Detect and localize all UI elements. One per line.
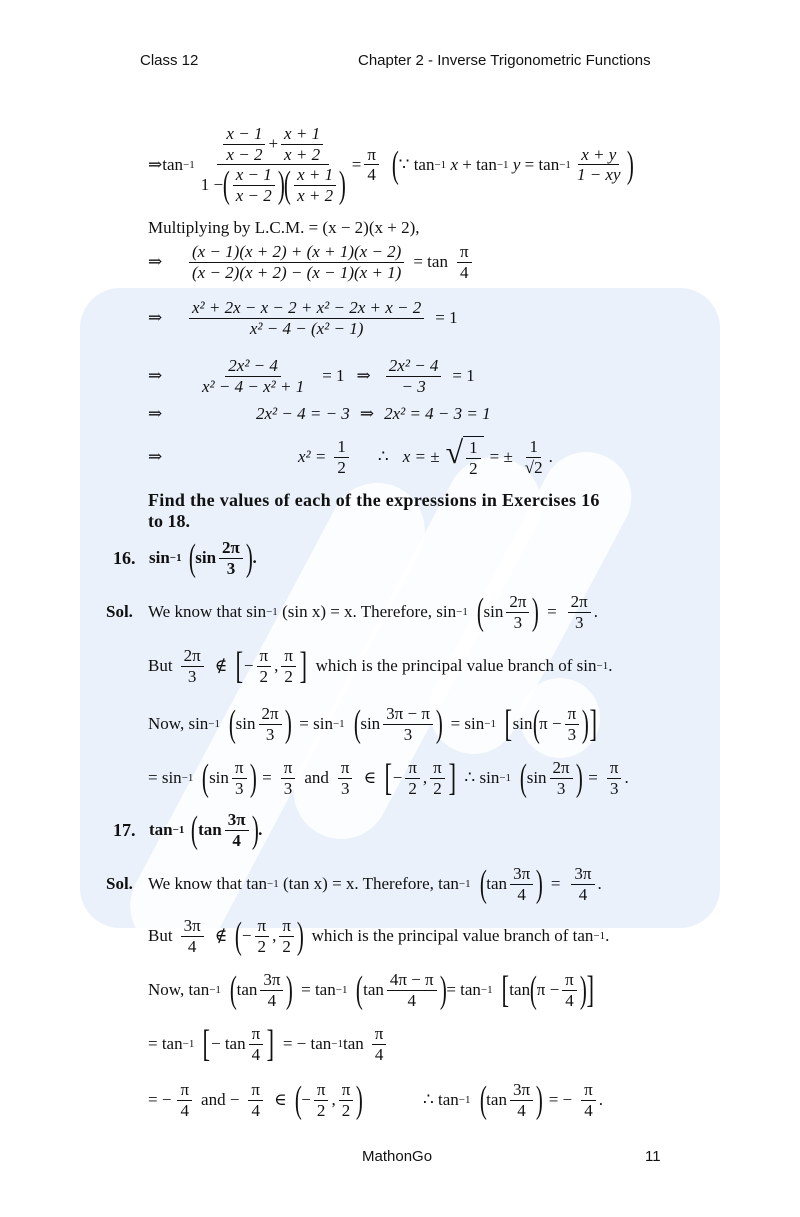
principal-branch-text: which is the principal value branch of tan — [311, 926, 594, 946]
equals-tan: = tan — [301, 980, 336, 1000]
q17-now-line: Now, tan −1 ( tan $\frac{3\pi}{4}$ ) = tan −1 ( tan $\frac{4\pi - \pi}{4}$ ) = tan −1 [ tan ( π − $\frac{\pi}{4}$ ) ] — [148, 969, 595, 1012]
header-class: Class 12 — [140, 52, 199, 69]
numerator: π — [562, 970, 577, 991]
equals-minus-tan: = − tan — [282, 1034, 332, 1054]
superscript: −1 — [458, 878, 471, 891]
denominator: 3 — [234, 778, 244, 798]
numerator: 3π — [260, 970, 283, 991]
square-root: √ $\frac{1}{2}$ — [446, 436, 484, 478]
question-number: 17. — [113, 819, 136, 840]
numerator: x + y — [578, 145, 619, 166]
var-x: x — [450, 154, 458, 174]
denominator: 4 — [232, 830, 241, 850]
denominator: 3 — [609, 778, 619, 798]
numerator: π — [248, 1080, 263, 1101]
question-number: 16. — [113, 547, 136, 568]
q17-but-line: But $\frac{3\pi}{4}$ ∉ ( − $\frac{\pi}{2}$ , $\frac{\pi}{2}$ ) which is the principal value branch of tan −1 . — [148, 915, 610, 958]
numerator: 2x² − 4 — [225, 356, 281, 377]
superscript: −1 — [266, 606, 278, 619]
period: . — [258, 820, 263, 840]
denominator: 4 — [517, 884, 526, 904]
q17-line3: = − $\frac{\pi}{4}$ and − $\frac{\pi}{4}$ ∈ ( − $\frac{\pi}{2}$ , $\frac{\pi}{2}$ ) ∴ tan −1 ( tan $\frac{3\pi}{4}$ ) = − $\frac{\pi}{4}$ . — [148, 1079, 603, 1122]
question-16: 16. sin −1 ( sin $\frac{2\pi}{3}$ ) . — [113, 537, 257, 580]
equals: = — [550, 874, 561, 894]
denominator: 4 — [367, 165, 376, 185]
therefore-sin: ∴ sin — [464, 768, 500, 788]
superscript: −1 — [434, 158, 447, 171]
equals-pm: = ± — [489, 447, 513, 467]
equals-sin: = sin — [148, 768, 182, 788]
equals-one: = 1 — [322, 366, 345, 386]
numerator: π — [232, 758, 247, 779]
tan: tan — [343, 1034, 364, 1054]
equation-step4 — [148, 356, 475, 396]
numerator: 1 — [466, 438, 481, 459]
x-equals-pm: x = ± — [402, 447, 440, 467]
implies-arrow: ⇒ — [148, 404, 163, 423]
superscript: −1 — [480, 984, 493, 997]
numerator: 3π — [181, 916, 204, 937]
superscript: −1 — [335, 984, 348, 997]
numerator: 2π — [568, 592, 591, 613]
page-number: 11 — [645, 1148, 661, 1165]
numerator: π — [281, 758, 296, 779]
numerator: π — [565, 704, 580, 725]
equals-tan: = tan — [446, 980, 481, 1000]
superscript: −1 — [596, 660, 609, 673]
not-in-symbol: ∉ — [214, 656, 228, 676]
q16-but-line: But $\frac{2\pi}{3}$ ∉ [ − $\frac{\pi}{2}$ , $\frac{\pi}{2}$ ] which is the principal value branch of sin −1 . — [148, 645, 613, 688]
tan: tan — [413, 154, 435, 174]
implies-arrow: ⇒ — [148, 252, 163, 272]
numerator: π — [338, 758, 353, 779]
but-text: But — [148, 926, 173, 946]
plus: + — [268, 134, 279, 154]
numerator: x − 1 — [223, 124, 265, 145]
period: . — [252, 548, 257, 568]
denominator: 2 — [259, 666, 269, 686]
superscript: −1 — [484, 718, 496, 731]
numerator: 2π — [550, 758, 573, 779]
equals-minus: = − — [548, 1090, 573, 1110]
implies-arrow: ⇒ — [148, 366, 163, 386]
pi-minus: π − — [536, 980, 560, 1000]
sin: sin — [149, 548, 170, 568]
superscript: −1 — [181, 772, 194, 785]
now-text: Now, sin — [148, 714, 209, 734]
numerator: 2π — [181, 646, 204, 667]
numerator: 1 — [334, 437, 349, 458]
superscript: −1 — [499, 772, 512, 785]
numerator: x + 1 — [281, 124, 323, 145]
implies-tan: ⇒tan — [148, 154, 184, 174]
header-chapter: Chapter 2 - Inverse Trigonometric Functions — [358, 52, 651, 69]
numerator: 3π — [571, 864, 594, 885]
numerator: π — [249, 1024, 264, 1045]
not-in-symbol: ∉ — [214, 926, 228, 946]
question-17: 17. tan −1 ( tan $\frac{3\pi}{4}$ ) . — [113, 809, 263, 852]
numerator: 3π — [510, 864, 533, 885]
principal-branch-text: which is the principal value branch of sin — [315, 656, 597, 676]
footer-brand: MathonGo — [362, 1148, 433, 1165]
equation-step1: ⇒tan −1 $\frac{x - 1}{x - 2}$ + $\frac{x + 1}{x + 2}$ 1 − ( $\frac{x - 1}{x - 2}$ ) ( $\frac{x + 1}{x + 2}$ ) = $\frac{\pi}{4}$ ( ∵ tan −1 x + tan −1 y = tan −1 $\frac{x + y}{1 - xy}$ ) — [148, 124, 634, 207]
denominator: x + 2 — [284, 144, 321, 164]
denominator: 3 — [513, 612, 523, 632]
denominator: 3 — [403, 724, 413, 744]
numerator: 2π — [506, 592, 529, 613]
denominator: 3 — [574, 612, 584, 632]
numerator: π — [364, 145, 379, 166]
denominator: 3 — [187, 666, 197, 686]
therefore-tan: ∴ tan — [422, 1090, 459, 1110]
one-minus: 1 − — [200, 175, 224, 195]
denominator: (x − 2)(x + 2) − (x − 1)(x + 1) — [192, 262, 402, 282]
denominator: 4 — [578, 884, 588, 904]
superscript: −1 — [332, 718, 345, 731]
denominator: x² − 4 − x² + 1 — [202, 376, 305, 396]
denominator: x + 2 — [297, 185, 334, 205]
implies-arrow: ⇒ — [148, 308, 163, 328]
therefore-symbol: ∴ — [377, 447, 389, 467]
implies-arrow: ⇒ — [356, 366, 371, 386]
pi-minus: π − — [539, 714, 562, 734]
equals-tan: = tan — [148, 1034, 183, 1054]
period: . — [548, 447, 553, 467]
superscript: −1 — [172, 824, 185, 837]
q17-solution-line1: Sol. We know that tan −1 (tan x) = x. Therefore, tan −1 ( tan $\frac{3\pi}{4}$ ) = $\frac{3\pi}{4}$ . — [106, 863, 602, 906]
equals-tan: = tan — [413, 252, 448, 272]
numerator: π — [607, 758, 622, 779]
tan: tan — [198, 820, 222, 840]
equation-step5 — [148, 404, 491, 424]
numerator: π — [281, 646, 296, 667]
implies-arrow: ⇒ — [359, 404, 375, 423]
instruction-line1: Find the values of each of the expressions in Exercises 16 — [148, 490, 600, 510]
superscript: −1 — [593, 930, 606, 943]
numerator: 1 — [526, 437, 541, 458]
solution-text: (tan x) = x. Therefore, tan — [283, 874, 459, 894]
denominator: 4 — [187, 936, 197, 956]
denominator: 1 − xy — [576, 165, 621, 185]
denominator: x² − 4 − (x² − 1) — [249, 318, 364, 338]
numerator: x + 1 — [294, 165, 336, 186]
denominator: 4 — [267, 990, 277, 1010]
superscript: −1 — [496, 158, 509, 171]
implies-arrow: ⇒ — [148, 447, 163, 467]
superscript: −1 — [456, 606, 468, 619]
equals-sin: = sin — [450, 714, 485, 734]
denominator: 3 — [265, 724, 275, 744]
superscript: −1 — [209, 984, 221, 997]
solution-label: Sol. — [106, 874, 133, 894]
numerator: 2π — [259, 704, 282, 725]
but-text: But — [148, 656, 173, 676]
lcm-text: Multiplying by L.C.M. = (x − 2)(x + 2), — [148, 218, 420, 237]
equals: = — [547, 602, 557, 622]
equation-text: 2x² − 4 = − 3 — [256, 404, 350, 423]
plus-tan: + tan — [462, 154, 497, 174]
denominator: 4 — [517, 1100, 526, 1120]
denominator: 3 — [340, 778, 350, 798]
denominator: 4 — [251, 1044, 261, 1064]
equation-step6 — [148, 436, 553, 478]
solution-text: (sin x) = x. Therefore, sin — [282, 602, 457, 622]
equation-step2 — [148, 242, 475, 282]
superscript: −1 — [559, 158, 571, 171]
superscript: −1 — [182, 1038, 195, 1051]
superscript: −1 — [267, 878, 279, 891]
numerator: π — [257, 646, 272, 667]
big-fraction: $\frac{x - 1}{x - 2}$ + $\frac{x + 1}{x + 2}$ 1 − ( $\frac{x - 1}{x - 2}$ ) ( $\frac{x + 1}{x + 2}$ ) — [200, 124, 346, 207]
and-minus: and − — [201, 1090, 240, 1110]
denominator: 4 — [407, 990, 417, 1010]
x-squared-eq: x² = — [298, 447, 327, 467]
numerator: x − 1 — [233, 165, 275, 186]
and-text: and — [304, 768, 329, 788]
superscript: −1 — [331, 1038, 344, 1051]
equals-one: = 1 — [435, 308, 458, 328]
numerator: π — [457, 242, 472, 263]
numerator: 3π − π — [383, 704, 433, 725]
superscript: −1 — [208, 718, 221, 731]
numerator: 3π — [225, 810, 249, 831]
numerator: π — [177, 1080, 192, 1101]
q16-final-line: = sin −1 ( sin $\frac{\pi}{3}$ ) = $\frac{\pi}{3}$ and $\frac{\pi}{3}$ ∈ [ − $\frac{\pi}{2}$ , $\frac{\pi}{2}$ ] ∴ sin −1 ( sin $\frac{2\pi}{3}$ ) = $\frac{\pi}{3}$ . — [148, 757, 629, 800]
denominator: 3 — [283, 778, 293, 798]
equals-sin: = sin — [299, 714, 333, 734]
in-symbol: ∈ — [363, 768, 377, 788]
denominator: 4 — [460, 262, 469, 282]
denominator: 4 — [180, 1100, 189, 1120]
denominator: √2 — [524, 457, 543, 477]
denominator: 4 — [251, 1100, 260, 1120]
q17-line2: = tan −1 [ − tan $\frac{\pi}{4}$ ] = − tan −1 tan $\frac{\pi}{4}$ — [148, 1024, 389, 1064]
equals-one: = 1 — [452, 366, 475, 386]
solution-text: We know that tan — [148, 874, 268, 894]
denominator: 2 — [337, 457, 346, 477]
denominator: 2 — [284, 666, 293, 686]
solution-label: Sol. — [106, 602, 133, 622]
numerator: π — [581, 1080, 596, 1101]
denominator: 2 — [469, 458, 478, 478]
var-y: y — [512, 154, 521, 174]
solution-text: We know that sin — [148, 602, 267, 622]
equals-minus: = − — [148, 1090, 172, 1110]
denominator: − 3 — [401, 376, 426, 396]
numerator: x² + 2x − x − 2 + x² − 2x + x − 2 — [189, 298, 424, 319]
numerator: 3π — [510, 1080, 533, 1101]
denominator: 4 — [584, 1100, 593, 1120]
in-symbol: ∈ — [274, 1090, 287, 1110]
denominator: x − 2 — [235, 185, 272, 205]
numerator: π — [372, 1024, 387, 1045]
numerator: 2π — [219, 538, 243, 559]
denominator: 4 — [565, 990, 574, 1010]
denominator: 3 — [567, 724, 577, 744]
minus-tan: − tan — [210, 1034, 246, 1054]
superscript: −1 — [458, 1094, 471, 1107]
denominator: 4 — [374, 1044, 384, 1064]
instruction-line2: to 18. — [148, 511, 190, 531]
numerator: (x − 1)(x + 2) + (x + 1)(x − 2) — [189, 242, 404, 263]
numerator: 4π − π — [387, 970, 437, 991]
superscript: −1 — [169, 552, 182, 565]
q16-solution-line1: Sol. We know that sin −1 (sin x) = x. Therefore, sin −1 ( sin $\frac{2\pi}{3}$ ) = $\frac{2\pi}{3}$ . — [106, 591, 599, 634]
equation-text: 2x² = 4 − 3 = 1 — [384, 404, 491, 423]
because-symbol: ∵ — [398, 154, 410, 174]
sin: sin — [195, 548, 217, 568]
equation-step3 — [148, 298, 458, 338]
equals-tan: = tan — [524, 154, 560, 174]
denominator: 3 — [556, 778, 566, 798]
q16-now-line: Now, sin −1 ( sin $\frac{2\pi}{3}$ ) = sin −1 ( sin $\frac{3\pi - \pi}{3}$ ) = sin −1 [ sin ( π − $\frac{\pi}{3}$ ) ] — [148, 703, 597, 746]
superscript: −1 — [183, 158, 195, 171]
denominator: x − 2 — [226, 144, 263, 164]
denominator: 3 — [226, 558, 236, 578]
now-text: Now, tan — [148, 980, 210, 1000]
tan: tan — [149, 820, 173, 840]
numerator: 2x² − 4 — [386, 356, 442, 377]
